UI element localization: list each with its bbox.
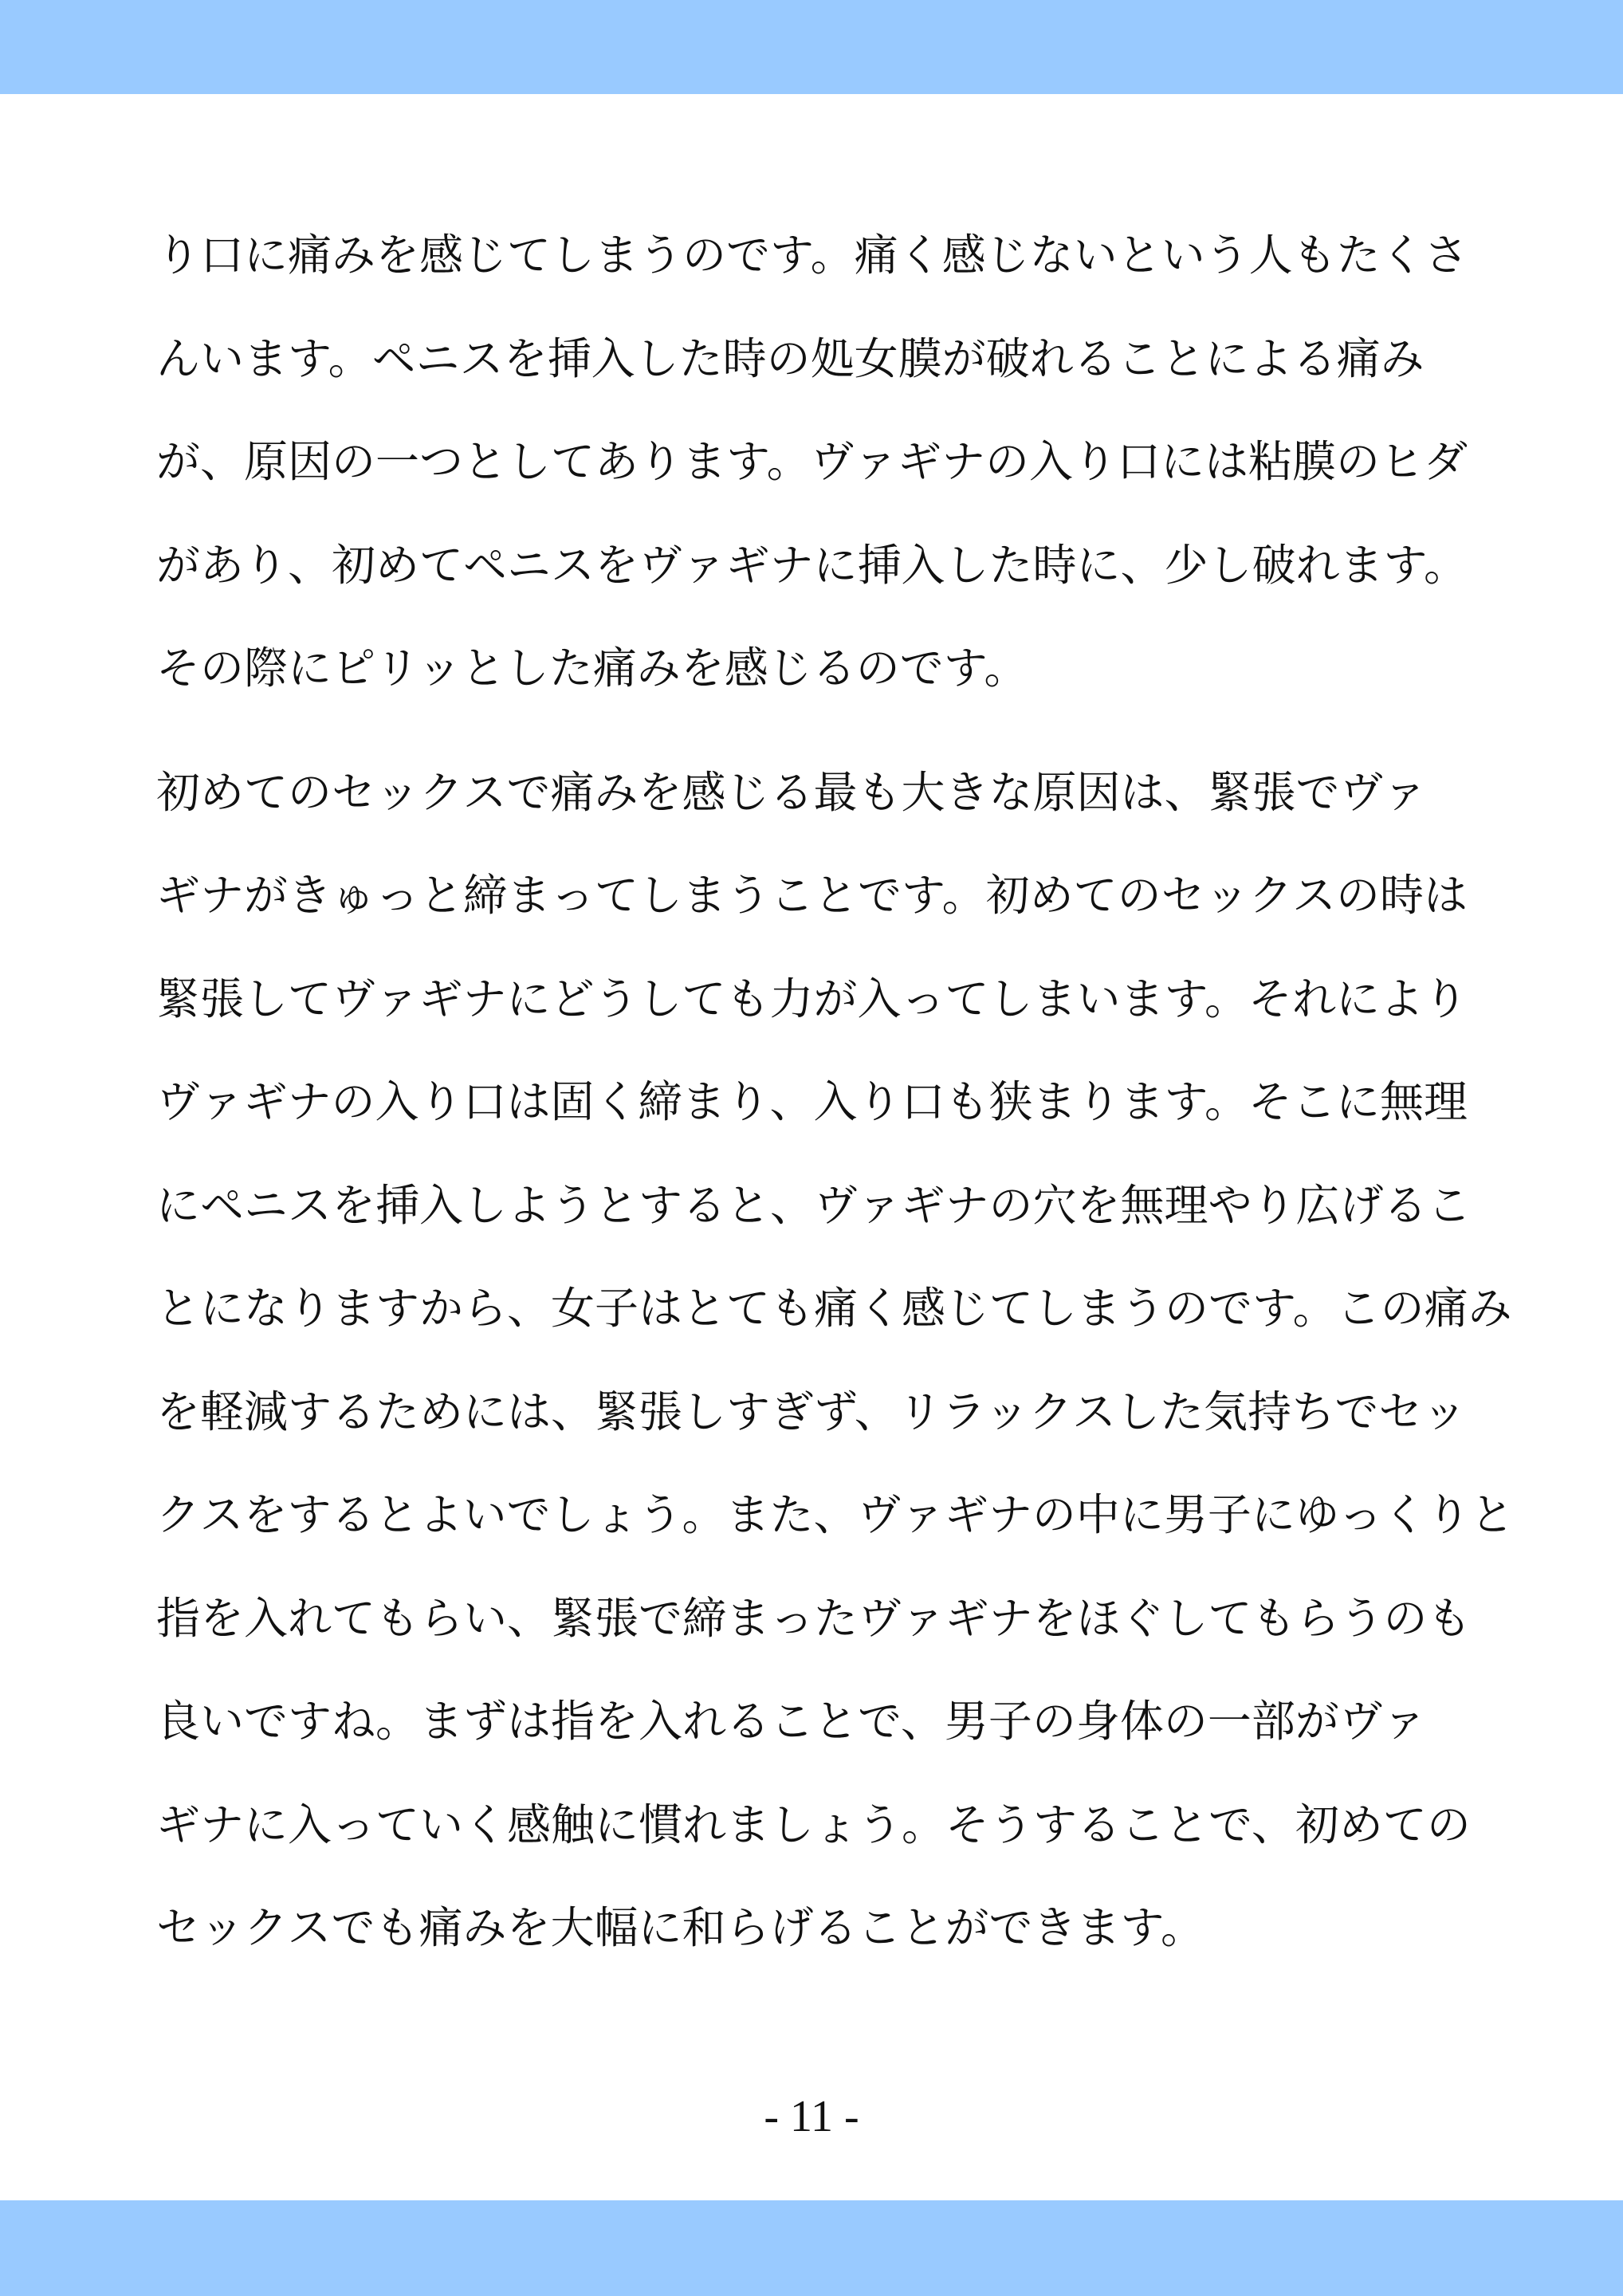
text-line: ヴァギナの入り口は固く締まり、入り口も狭まります。そこに無理 <box>156 1076 1468 1127</box>
paragraph-1 <box>156 204 1480 721</box>
text-line: 指を入れてもらい、緊張で締まったヴァギナをほぐしてもらうのも <box>156 1592 1472 1644</box>
text-line: 良いですね。まずは指を入れることで、男子の身体の一部がヴァ <box>156 1696 1427 1747</box>
text-line: 初めてのセックスで痛みを感じる最も大きな原因は、緊張でヴァ <box>156 766 1427 818</box>
paragraph-2 <box>156 741 1515 1980</box>
text-line: んいます。ペニスを挿入した時の処女膜が破れることによる痛み <box>156 332 1425 384</box>
page-number: - 11 - <box>764 2092 859 2141</box>
bottom-color-band <box>0 2200 1623 2296</box>
text-line: ギナに入っていく感触に慣れましょう。そうすることで、初めての <box>156 1799 1471 1850</box>
text-line: があり、初めてペニスをヴァギナに挿入した時に、少し破れます。 <box>156 539 1468 591</box>
text-line: とになりますから、女子はとても痛く感じてしまうのです。この痛み <box>156 1283 1512 1334</box>
text-line: が、原因の一つとしてあります。ヴァギナの入り口には粘膜のヒダ <box>156 436 1468 487</box>
top-color-band <box>0 0 1623 94</box>
text-line: その際にピリッとした痛みを感じるのです。 <box>156 643 1028 694</box>
text-line: 緊張してヴァギナにどうしても力が入ってしまいます。それにより <box>156 973 1468 1024</box>
text-line: り口に痛みを感じてしまうのです。痛く感じないという人もたくさ <box>156 230 1468 281</box>
text-line: にペニスを挿入しようとすると、ヴァギナの穴を無理やり広げるこ <box>156 1179 1472 1231</box>
text-line: クスをするとよいでしょう。また、ヴァギナの中に男子にゆっくりと <box>156 1489 1515 1540</box>
page-body <box>156 204 1515 1980</box>
text-line: を軽減するためには、緊張しすぎず、リラックスした気持ちでセッ <box>156 1386 1467 1437</box>
text-line: ギナがきゅっと締まってしまうことです。初めてのセックスの時は <box>156 870 1468 921</box>
text-line: セックスでも痛みを大幅に和らげることができます。 <box>156 1902 1205 1953</box>
